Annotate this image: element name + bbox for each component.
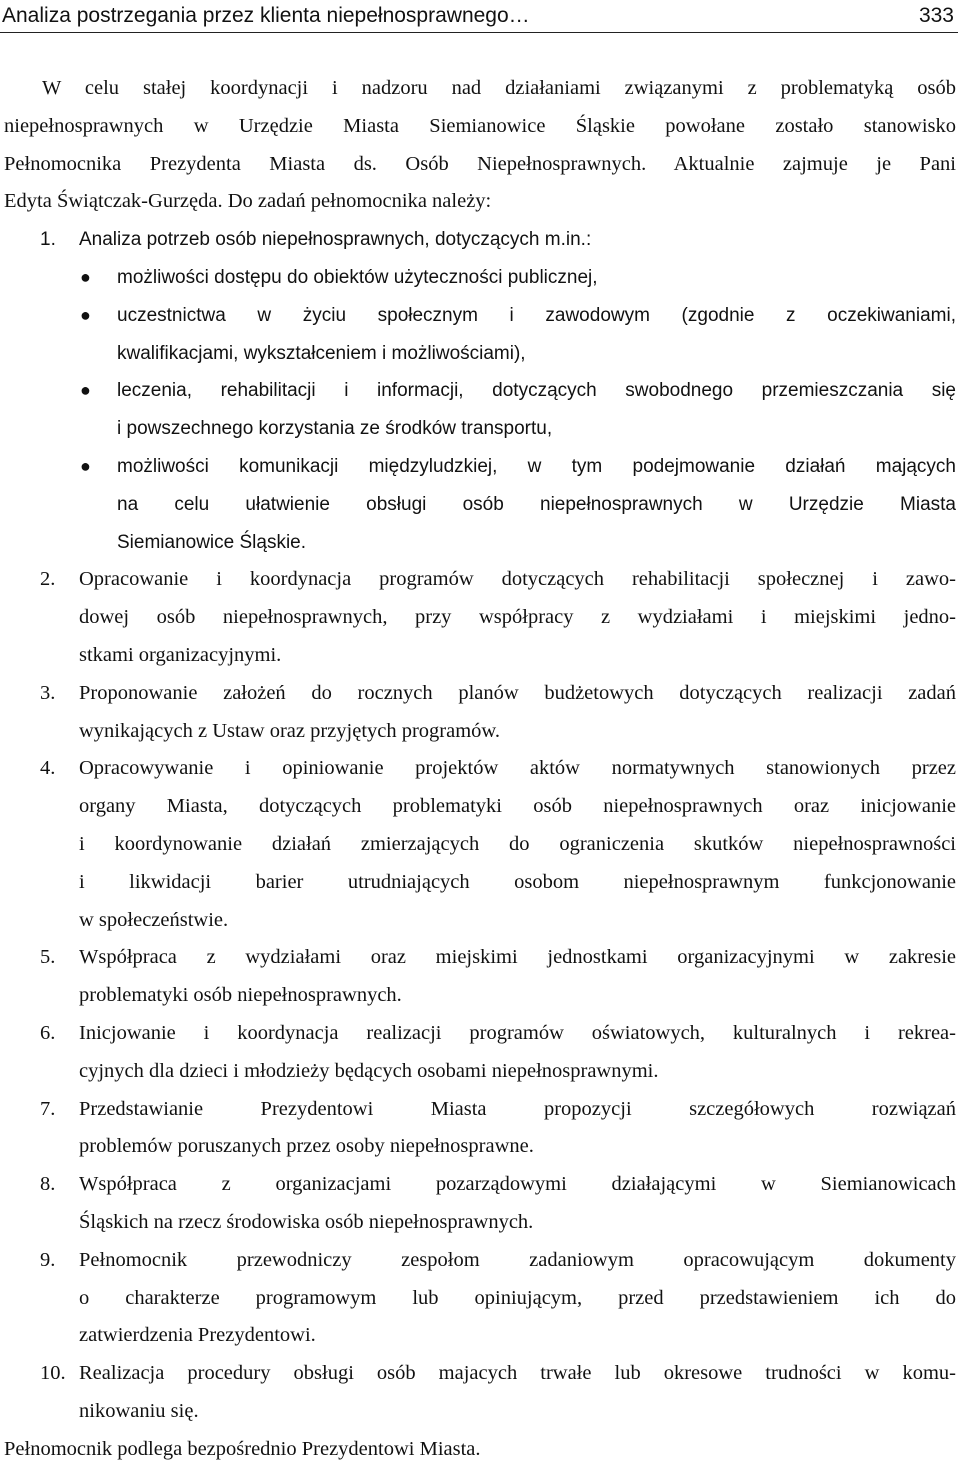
page-header: [0, 2, 958, 33]
closing-paragraph: [0, 1431, 960, 1468]
bullet-item: [0, 259, 960, 297]
intro-line: Edyta Świątczak-Gurzęda. Do zadań pełnomocnika należy:: [4, 190, 492, 213]
page-number: 333: [918, 4, 954, 27]
bullet-line: leczenia, rehabilitacji i informacji, dotyczących swobodnego przemieszczania się: [117, 380, 956, 402]
list-item-7: [0, 1091, 960, 1167]
running-title: Analiza postrzegania przez klienta niepełnosprawnego…: [2, 4, 530, 27]
intro-paragraph: [0, 70, 960, 221]
list-item-1: [0, 221, 960, 259]
list-line: Współpraca z organizacjami pozarządowymi działającymi w Siemianowicach: [79, 1173, 956, 1196]
list-line: dowej osób niepełnosprawnych, przy współpracy z wydziałami i miejskimi jedno-: [79, 606, 956, 629]
list-item-2: [0, 561, 960, 674]
list-item-9: [0, 1242, 960, 1355]
list-line: zatwierdzenia Prezydentowi.: [79, 1324, 316, 1347]
list-item-6: [0, 1015, 960, 1091]
list-number: 8.: [40, 1173, 56, 1196]
list-item-5: [0, 939, 960, 1015]
list-item-4: [0, 750, 960, 939]
bullet-line: możliwości komunikacji międzyludzkiej, w tym podejmowanie działań mających: [117, 455, 956, 477]
list-item-text: Analiza potrzeb osób niepełnosprawnych, dotyczących m.in.:: [79, 229, 592, 251]
list-number: 2.: [40, 568, 56, 591]
list-line: i koordynowanie działań zmierzających do ograniczenia skutków niepełnosprawności: [79, 832, 956, 855]
bullet-line: możliwości dostępu do obiektów użyteczności publicznej,: [117, 266, 598, 288]
closing-line: Pełnomocnik podlega bezpośrednio Prezydentowi Miasta.: [4, 1437, 481, 1460]
bullet-line: i powszechnego korzystania ze środków transportu,: [117, 418, 553, 440]
intro-line: niepełnosprawnych w Urzędzie Miasta Siemianowice Śląskie powołane zostało stanowisko: [4, 114, 956, 137]
list-line: cyjnych dla dzieci i młodzieży będących osobami niepełnosprawnymi.: [79, 1059, 659, 1082]
list-line: Proponowanie założeń do rocznych planów budżetowych dotyczących realizacji zadań: [79, 681, 956, 704]
bullet-icon: ●: [80, 380, 91, 401]
bullet-item: [0, 448, 960, 561]
list-line: problematyki osób niepełnosprawnych.: [79, 984, 402, 1007]
list-item-8: [0, 1166, 960, 1242]
list-number: 6.: [40, 1021, 56, 1044]
bullet-line: na celu ułatwienie obsługi osób niepełnosprawnych w Urzędzie Miasta: [117, 493, 956, 515]
bullet-item: [0, 297, 960, 373]
list-line: stkami organizacyjnymi.: [79, 643, 282, 666]
list-line: problemów poruszanych przez osoby niepełnosprawne.: [79, 1135, 534, 1158]
list-number: 7.: [40, 1097, 56, 1120]
bullet-item: [0, 372, 960, 448]
list-line: w społeczeństwie.: [79, 908, 229, 931]
bullet-icon: ●: [80, 455, 91, 476]
list-line: nikowaniu się.: [79, 1399, 199, 1422]
list-number: 5.: [40, 946, 56, 969]
list-line: Realizacja procedury obsługi osób majacych trwałe lub okresowe trudności w komu-: [79, 1362, 956, 1385]
document-body: [0, 70, 960, 1468]
list-line: organy Miasta, dotyczących problematyki osób niepełnosprawnych oraz inicjowanie: [79, 795, 956, 818]
list-line: Współpraca z wydziałami oraz miejskimi jednostkami organizacyjnymi w zakresie: [79, 946, 956, 969]
list-line: Przedstawianie Prezydentowi Miasta propozycji szczegółowych rozwiązań: [79, 1097, 956, 1120]
list-line: o charakterze programowym lub opiniującym, przed przedstawieniem ich do: [79, 1286, 956, 1309]
list-item-10: [0, 1355, 960, 1431]
list-line: Pełnomocnik przewodniczy zespołom zadaniowym opracowującym dokumenty: [79, 1248, 956, 1271]
bullet-line: uczestnictwa w życiu społecznym i zawodowym (zgodnie z oczekiwaniami,: [117, 304, 956, 326]
list-number: 4.: [40, 757, 56, 780]
list-number: 9.: [40, 1248, 56, 1271]
intro-line: Pełnomocnika Prezydenta Miasta ds. Osób Niepełnosprawnych. Aktualnie zajmuje je Pani: [4, 152, 956, 175]
list-line: Opracowanie i koordynacja programów dotyczących rehabilitacji społecznej i zawo-: [79, 568, 956, 591]
list-item-3: [0, 675, 960, 751]
list-number: 1.: [40, 229, 56, 251]
bullet-line: kwalifikacjami, wykształceniem i możliwościami),: [117, 342, 526, 364]
list-line: Opracowywanie i opiniowanie projektów aktów normatywnych stanowionych przez: [79, 757, 956, 780]
list-number: 10.: [40, 1362, 66, 1385]
bullet-line: Siemianowice Śląskie.: [117, 531, 307, 553]
list-line: wynikających z Ustaw oraz przyjętych programów.: [79, 719, 501, 742]
list-line: Inicjowanie i koordynacja realizacji programów oświatowych, kulturalnych i rekrea-: [79, 1021, 956, 1044]
list-line: i likwidacji barier utrudniających osobom niepełnosprawnym funkcjonowanie: [79, 870, 956, 893]
list-line: Śląskich na rzecz środowiska osób niepełnosprawnych.: [79, 1210, 534, 1233]
list-number: 3.: [40, 681, 56, 704]
intro-line: W celu stałej koordynacji i nadzoru nad działaniami związanymi z problematyką osób: [42, 77, 956, 99]
bullet-icon: ●: [80, 266, 91, 287]
bullet-icon: ●: [80, 304, 91, 325]
